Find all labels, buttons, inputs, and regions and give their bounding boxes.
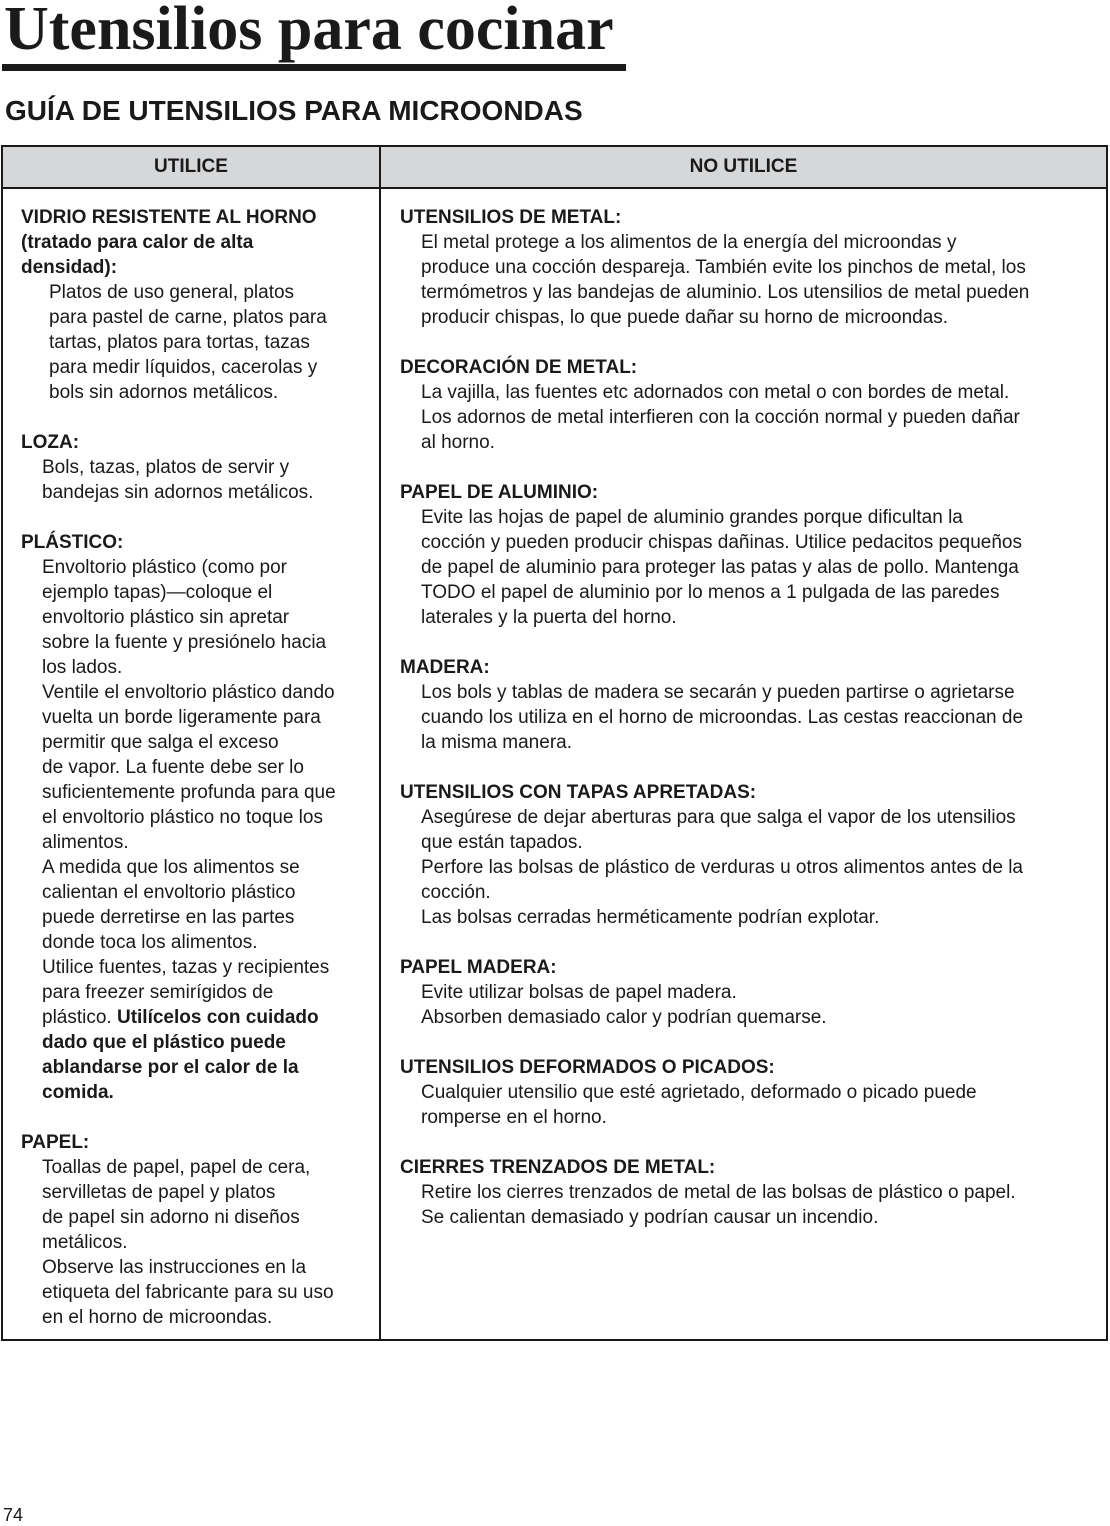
section-title: UTENSILIOS DE METAL: bbox=[400, 207, 622, 228]
text-line: Retire los cierres trenzados de metal de las bolsas de plástico o papel. bbox=[421, 1182, 1016, 1203]
text-line: Observe las instrucciones en la bbox=[42, 1257, 307, 1278]
text-line: Evite las hojas de papel de aluminio grandes porque dificultan la bbox=[421, 507, 963, 528]
text-line: bandejas sin adornos metálicos. bbox=[42, 482, 314, 503]
section-title: PAPEL: bbox=[21, 1132, 90, 1153]
page-number: 74 bbox=[3, 1505, 24, 1525]
text-line bbox=[42, 1005, 371, 1030]
text-line: Asegúrese de dejar aberturas para que salga el vapor de los utensilios bbox=[421, 807, 1016, 828]
text-line: Bols, tazas, platos de servir y bbox=[42, 457, 290, 478]
text-line: en el horno de microondas. bbox=[42, 1307, 273, 1328]
section-body bbox=[400, 1180, 1100, 1230]
text-line: calientan el envoltorio plástico bbox=[42, 882, 296, 903]
text-line: Utilice fuentes, tazas y recipientes bbox=[42, 957, 330, 978]
text-line: produce una cocción despareja. También evite los pinchos de metal, los bbox=[421, 257, 1026, 278]
text-line: laterales y la puerta del horno. bbox=[421, 607, 677, 628]
text-line: etiqueta del fabricante para su uso bbox=[42, 1282, 334, 1303]
section-body bbox=[21, 555, 371, 1105]
text-line: vuelta un borde ligeramente para bbox=[42, 707, 321, 728]
section-title: UTENSILIOS DEFORMADOS O PICADOS: bbox=[400, 1057, 775, 1078]
section-title: PAPEL MADERA: bbox=[400, 957, 557, 978]
section-title: densidad): bbox=[21, 257, 118, 278]
section-body bbox=[400, 805, 1100, 930]
caution-text: dado que el plástico puede bbox=[42, 1032, 286, 1053]
caution-text: comida. bbox=[42, 1082, 114, 1103]
dont-section-brown-paper bbox=[400, 955, 1100, 1030]
text-line: bols sin adornos metálicos. bbox=[49, 382, 279, 403]
text-line: de vapor. La fuente debe ser lo bbox=[42, 757, 304, 778]
dont-section-aluminum-foil bbox=[400, 480, 1100, 630]
section-title: CIERRES TRENZADOS DE METAL: bbox=[400, 1157, 716, 1178]
text-line: cuando los utiliza en el horno de microondas. Las cestas reaccionan de bbox=[421, 707, 1024, 728]
text-line: que están tapados. bbox=[421, 832, 583, 853]
text-line: el envoltorio plástico no toque los bbox=[42, 807, 323, 828]
use-section-glass bbox=[21, 205, 371, 405]
text-line: TODO el papel de aluminio por lo menos a 1 pulgada de las paredes bbox=[421, 582, 1000, 603]
text-line: suficientemente profunda para que bbox=[42, 782, 336, 803]
dont-section-tight-lids bbox=[400, 780, 1100, 930]
text-line: los lados. bbox=[42, 657, 123, 678]
text-line: Las bolsas cerradas herméticamente podrían explotar. bbox=[421, 907, 880, 928]
text-line: Se calientan demasiado y podrían causar un incendio. bbox=[421, 1207, 879, 1228]
text-line: permitir que salga el exceso bbox=[42, 732, 279, 753]
dont-section-metal-decoration bbox=[400, 355, 1100, 455]
text-line: envoltorio plástico sin apretar bbox=[42, 607, 290, 628]
use-column bbox=[21, 205, 371, 1355]
text-line: servilletas de papel y platos bbox=[42, 1182, 276, 1203]
text-line: puede derretirse en las partes bbox=[42, 907, 295, 928]
text-line: sobre la fuente y presiónelo hacia bbox=[42, 632, 327, 653]
section-body bbox=[400, 380, 1100, 455]
text-line: para freezer semirígidos de bbox=[42, 982, 274, 1003]
text-line: cocción. bbox=[421, 882, 491, 903]
header-use: UTILICE bbox=[154, 156, 228, 177]
text-line: cocción y pueden producir chispas dañinas. Utilice pedacitos pequeños bbox=[421, 532, 1022, 553]
text-line: Absorben demasiado calor y podrían quemarse. bbox=[421, 1007, 827, 1028]
section-body bbox=[400, 980, 1100, 1030]
section-title: PLÁSTICO: bbox=[21, 532, 124, 553]
header-dont-use: NO UTILICE bbox=[689, 156, 798, 177]
text-line: Los bols y tablas de madera se secarán y pueden partirse o agrietarse bbox=[421, 682, 1015, 703]
text-line: para medir líquidos, cacerolas y bbox=[49, 357, 318, 378]
text-line: La vajilla, las fuentes etc adornados con metal o con bordes de metal. bbox=[421, 382, 1010, 403]
text-line: de papel de aluminio para proteger las patas y alas de pollo. Mantenga bbox=[421, 557, 1019, 578]
text-line: para pastel de carne, platos para bbox=[49, 307, 327, 328]
page-title: Utensilios para cocinar bbox=[4, 0, 614, 63]
section-title: (tratado para calor de alta bbox=[21, 232, 254, 253]
use-section-stoneware bbox=[21, 430, 371, 505]
section-body bbox=[400, 1080, 1100, 1130]
dont-section-twist-ties bbox=[400, 1155, 1100, 1230]
text-line: Ventile el envoltorio plástico dando bbox=[42, 682, 335, 703]
text-line: alimentos. bbox=[42, 832, 129, 853]
dont-section-wood bbox=[400, 655, 1100, 755]
text-line: Evite utilizar bolsas de papel madera. bbox=[421, 982, 737, 1003]
text-line: Platos de uso general, platos bbox=[49, 282, 295, 303]
title-underline bbox=[2, 64, 626, 71]
table-header-row bbox=[3, 147, 1106, 189]
text-line: romperse en el horno. bbox=[421, 1107, 607, 1128]
section-body bbox=[400, 680, 1100, 755]
text-line: Los adornos de metal interfieren con la cocción normal y pueden dañar bbox=[421, 407, 1020, 428]
section-title: VIDRIO RESISTENTE AL HORNO bbox=[21, 207, 317, 228]
text-line: Perfore las bolsas de plástico de verduras u otros alimentos antes de la bbox=[421, 857, 1023, 878]
text-line: ejemplo tapas)—coloque el bbox=[42, 582, 273, 603]
text-line: donde toca los alimentos. bbox=[42, 932, 258, 953]
section-title: PAPEL DE ALUMINIO: bbox=[400, 482, 599, 503]
text-line: la misma manera. bbox=[421, 732, 572, 753]
text-line: A medida que los alimentos se bbox=[42, 857, 300, 878]
dont-use-column bbox=[400, 205, 1100, 1255]
text-line-prefix: plástico. bbox=[42, 1007, 117, 1028]
text-line: Cualquier utensilio que esté agrietado, deformado o picado puede bbox=[421, 1082, 977, 1103]
caution-text: Utilícelos con cuidado bbox=[116, 1007, 319, 1028]
caution-text: ablandarse por el calor de la bbox=[42, 1057, 299, 1078]
section-title: MADERA: bbox=[400, 657, 490, 678]
text-line: termómetros y las bandejas de aluminio. Los utensilios de metal pueden bbox=[421, 282, 1030, 303]
section-body bbox=[21, 280, 371, 405]
dont-section-damaged-utensils bbox=[400, 1055, 1100, 1130]
text-line: al horno. bbox=[421, 432, 495, 453]
text-line: producir chispas, lo que puede dañar su horno de microondas. bbox=[421, 307, 949, 328]
text-line: Toallas de papel, papel de cera, bbox=[42, 1157, 311, 1178]
use-section-plastic bbox=[21, 530, 371, 1105]
text-line: El metal protege a los alimentos de la energía del microondas y bbox=[421, 232, 957, 253]
section-body bbox=[400, 505, 1100, 630]
section-body bbox=[21, 455, 371, 505]
section-subtitle: GUÍA DE UTENSILIOS PARA MICROONDAS bbox=[5, 95, 583, 126]
section-title: LOZA: bbox=[21, 432, 80, 453]
dont-section-metal-utensils bbox=[400, 205, 1100, 330]
use-section-paper bbox=[21, 1130, 371, 1330]
utensil-guide-table bbox=[1, 145, 1108, 1341]
text-line: metálicos. bbox=[42, 1232, 128, 1253]
section-title: DECORACIÓN DE METAL: bbox=[400, 357, 638, 378]
section-body bbox=[21, 1155, 371, 1330]
column-divider bbox=[379, 147, 381, 1339]
text-line: de papel sin adorno ni diseños bbox=[42, 1207, 300, 1228]
text-line: Envoltorio plástico (como por bbox=[42, 557, 287, 578]
section-title: UTENSILIOS CON TAPAS APRETADAS: bbox=[400, 782, 757, 803]
text-line: tartas, platos para tortas, tazas bbox=[49, 332, 310, 353]
section-body bbox=[400, 230, 1100, 330]
